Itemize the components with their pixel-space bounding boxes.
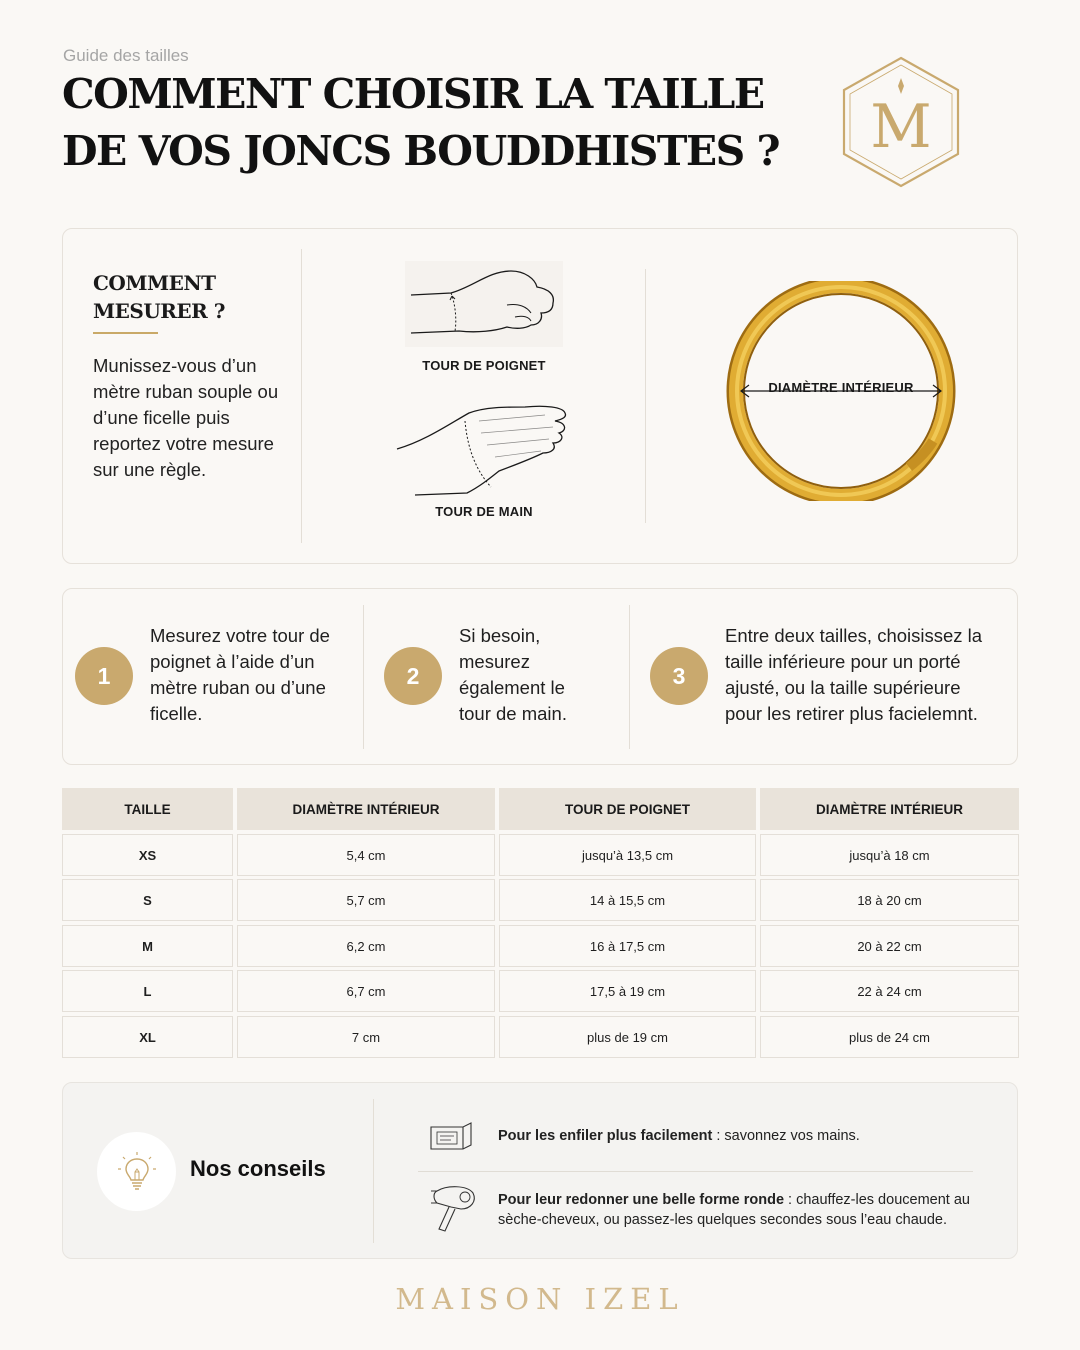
table-cell: 18 à 20 cm (760, 879, 1019, 921)
table-cell: 6,2 cm (237, 925, 495, 967)
table-cell: 16 à 17,5 cm (499, 925, 756, 967)
table-row (62, 970, 1019, 1012)
title-line-1: COMMENT CHOISIR LA TAILLE (62, 70, 764, 118)
table-row (62, 879, 1019, 921)
step-3-badge: 3 (650, 647, 708, 705)
size-cell: S (62, 879, 233, 921)
how-to-measure-card (62, 228, 1018, 564)
header-cell: TAILLE (62, 788, 233, 830)
tips-divider (373, 1099, 374, 1243)
table-cell: 6,7 cm (237, 970, 495, 1012)
size-cell: XS (62, 834, 233, 876)
tips-title: Nos conseils (190, 1156, 326, 1181)
gold-divider (93, 332, 158, 334)
lightbulb-icon (97, 1132, 176, 1211)
brand-footer: MAISON IZEL (395, 1282, 685, 1316)
step-1-badge: 1 (75, 647, 133, 705)
howto-title-line-1: COMMENT (93, 271, 216, 295)
table-cell: 7 cm (237, 1016, 495, 1058)
step-2-badge: 2 (384, 647, 442, 705)
tip-2-bold: Pour leur redonner une belle forme ronde (498, 1192, 785, 1208)
size-cell: M (62, 925, 233, 967)
header-cell: DIAMÈTRE INTÉRIEUR (237, 788, 495, 830)
table-cell: 14 à 15,5 cm (499, 879, 756, 921)
table-cell: 20 à 22 cm (760, 925, 1019, 967)
howto-title (93, 269, 225, 325)
tips-separator (418, 1171, 973, 1172)
table-cell: 22 à 24 cm (760, 970, 1019, 1012)
table-cell: 5,4 cm (237, 834, 495, 876)
brand-logo (840, 56, 962, 188)
tip-1 (498, 1126, 998, 1146)
title-line-2: DE VOS JONCS BOUDDHISTES ? (62, 127, 780, 175)
table-header-row (62, 788, 1019, 830)
table-cell: 5,7 cm (237, 879, 495, 921)
table-row (62, 1016, 1019, 1058)
step-divider (363, 605, 364, 749)
table-row (62, 834, 1019, 876)
bangle-label: DIAMÈTRE INTÉRIEUR (768, 380, 914, 395)
table-cell: plus de 24 cm (760, 1016, 1019, 1058)
logo-letter: M (870, 92, 932, 162)
howto-text: Munissez-vous d’un mètre ruban souple ou d’une ficelle puis reportez votre mesure sur une règle. (93, 355, 279, 480)
header-cell: TOUR DE POIGNET (499, 788, 756, 830)
howto-title-line-2: MESURER ? (93, 299, 225, 323)
wrist-label: TOUR DE POIGNET (422, 358, 546, 373)
steps-card (62, 588, 1018, 765)
soap-icon (427, 1121, 475, 1151)
table-cell: plus de 19 cm (499, 1016, 756, 1058)
table-cell: jusqu’à 18 cm (760, 834, 1019, 876)
tip-2 (498, 1190, 998, 1230)
tip-1-rest: : savonnez vos mains. (712, 1128, 860, 1144)
column-divider (301, 249, 302, 543)
table-row (62, 925, 1019, 967)
tip-2-rest: : chauffez-les doucement au sèche-cheveux, ou passez-les quelques secondes sous l’eau chaude. (498, 1192, 970, 1228)
table-cell: jusqu’à 13,5 cm (499, 834, 756, 876)
size-cell: L (62, 970, 233, 1012)
step-2-text: Si besoin, mesurez également le tour de main. (459, 625, 567, 724)
tip-1-bold: Pour les enfiler plus facilement (498, 1128, 713, 1144)
table-cell: 17,5 à 19 cm (499, 970, 756, 1012)
hair-dryer-icon (427, 1183, 479, 1233)
tips-card (62, 1082, 1018, 1259)
step-1-text: Mesurez votre tour de poignet à l’aide d’un mètre ruban ou d’une ficelle. (150, 625, 330, 724)
step-divider (629, 605, 630, 749)
page-title (62, 66, 782, 180)
hand-illustration (395, 401, 575, 501)
wrist-illustration (403, 259, 565, 349)
header-cell: DIAMÈTRE INTÉRIEUR (760, 788, 1019, 830)
eyebrow: Guide des tailles (63, 46, 189, 65)
hand-label: TOUR DE MAIN (435, 504, 533, 519)
column-divider (645, 269, 646, 523)
step-3-text: Entre deux tailles, choisissez la taille inférieure pour un porté ajusté, ou la taille supérieure pour les retirer plus facielemnt. (725, 625, 983, 724)
size-cell: XL (62, 1016, 233, 1058)
